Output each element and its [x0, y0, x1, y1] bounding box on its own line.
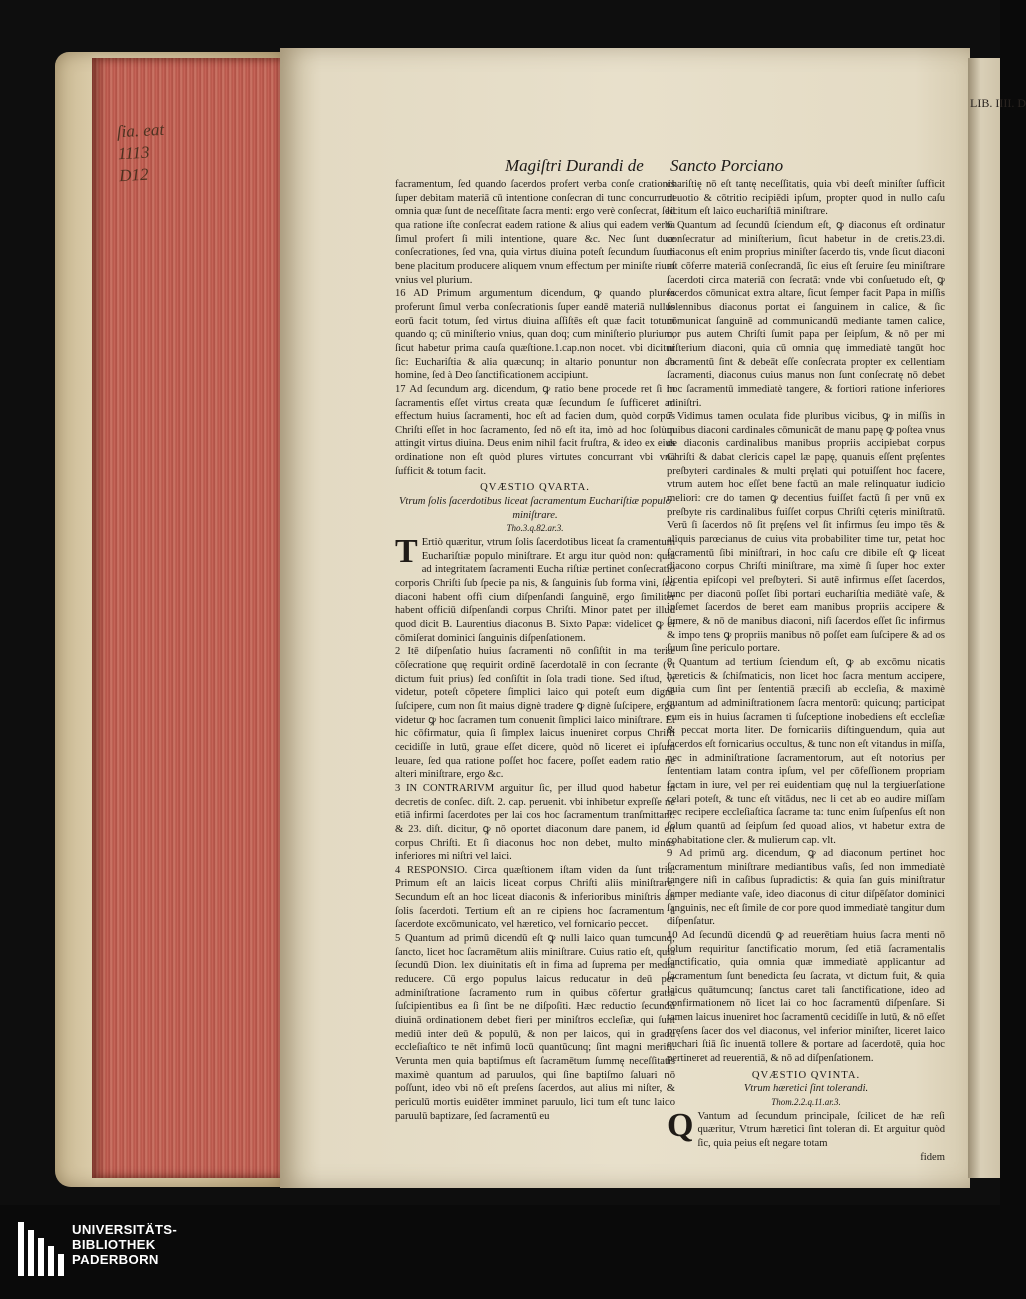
paragraph: 8 Quantum ad tertium ſciendum eſt, ꝙ ab excōmu nicatis hæreticis & ſchiſmaticis, non licet hoc ſacra mentum accipere, quia cum ſint per ſententiā præciſi ab eccleſia, & maximè quantum ad adminiſtrationem ſacra mentorū: quicunq; participat cum eis in huius ſacramen ti ſuſceptione inobediens eſt eccleſiæ & peccat morta liter. De fornicariis diſtinguendum, quia aut ſacerdos eſt fornicarius occultus, & tunc non eſt vitandus in miſſa, nec in adminiſtratione ſacramentorum, aut eſt notorius per ſententiam latam contra ipſum, vel per cōfeſſionem propriam factam in iure, vel per rei euidentiam quę nul la tergiuerſatione celari poteſt, & tunc eſt vitādus, nec li cet ab eo audire miſſam nec recipere eccleſiaſtica ſacrame ta: tunc enim ſuſpenſus eſt non ſolum quantū ad ſeipſum ſed quoad alios, vt habetur extra de cohabitatione cler. & mulierum cap. vlt. [667, 656, 945, 846]
paragraph: chariſtię nō eſt tantę neceſſitatis, quia vbi deeſt miniſter ſufficit deuotio & cōtritio recipiēdi ipſum, propter quod in nullo caſu licitum eſt laico euchariſtiā miniſtrare. [667, 179, 945, 218]
page-edges-red [92, 58, 284, 1178]
handwritten-shelf-label: ſia. eat 1113 D12 [116, 119, 165, 186]
library-line-3: PADERBORN [72, 1252, 159, 1267]
question-heading: QVÆSTIO QVARTA. [480, 482, 590, 494]
library-line-2: BIBLIOTHEK [72, 1237, 156, 1252]
library-logo-icon [18, 1222, 64, 1276]
paragraph: 9 Ad primū arg. dicendum, ꝙ ad diaconum pertinet hoc ſacramentum miniſtrare mediantibus vaſis, ſed non immediatè tangere niſi in caſibus ſupradictis: & quia ſan guis miniſtratur ſemper mediante vaſe, ideo diaconus di citur diſpēſator dominici ſanguinis, nec eſt ſimile de cor pore quod immediatè tangitur dum diſpenſatur. [667, 848, 946, 928]
paragraph: facramentum, ſed quando ſacerdos profert verba conſe crationis ſuper debitam materiā cū intentione conſecran di tunc concurrunt omnia quæ ſunt de neceſſitate ſacra menti: ergo verè conſecrat, ſed qua ratione iſte conſecrat eadem ratione & alius qui eadem verba ſimul profert ſi mili intentione, quare &c. Nec ſunt duæ conſecrationes, ſed vna, quia virtus diuina poteſt ſecundum ſuum bene placitum producere aliquem vnum effectum per miniſte rium vnius vel plurium. [395, 179, 675, 286]
paragraph: 10 Ad ſecundū dicendū ꝙ ad reuerētiam huius ſacra menti nō ſolum requiritur ſanctificatio morum, ſed etiā ſacramentalis ſanctificatio, quia omnia quæ immediatè applicantur ad ſacramentum ſunt benedicta ſeu ſacrata, vt dictum fuit, & quia laicus quātumcunq; ſanctus caret tali ſanctificatione, ideo ad confirmationem nō licet lai co hoc ſacramentū diſpenſare. Si tamen laicus inueniret hoc ſacramentū cecidiſſe in lutū, & nō eſſet pręſens ſacer dos vel diaconus, vel inferior miniſter, liceret laico euchari ſtiā ſic inuentā tollere & portare ad ſacerdotē, quia hoc pertineret ad reuerentiā, & nō ad diſpenſationem. [667, 930, 945, 1064]
paragraph: 4 RESPONSIO. Circa quæſtionem iſtam viden da ſunt tria. Primum eſt an laicis liceat corpus Chriſti aliis miniſtrare. Secundum eſt an hoc liceat diaconis & inferioribus miniſtris an ſolis ſacerdoti. Tertium eſt an re cipiens hoc ſacramentum à ſacerdote excōmunicato, vel hæretico, vel fornicario peccet. [395, 864, 675, 931]
question-title: Vtrum ſolis ſacerdotibus liceat ſacramentum Euchariſtiæ populo miniſtrare. [398, 496, 672, 521]
left-text-column [395, 178, 675, 1123]
facing-page-head: LIB. IIII. D [970, 96, 1026, 110]
drop-cap-t: T [395, 533, 418, 571]
running-head-right: Sancto Porciano [670, 156, 784, 175]
citation-ref: Tho.3.q.82.ar.3. [506, 523, 564, 534]
paragraph: 16 AD Primum argumentum dicendum, ꝙ quando plures proferunt ſimul verba conſecrationis ſuper eandē materiā nullus eorū facit totum, ſed virtus diuina aſſiſtēs eſt quæ facit totum quando q; cū miniſterio vnius, quan doq; cum miniſterio plurium, ſicut habetur prima cauſa quæſtione.1.cap.non nocet. vbi dicitur ſic: Euchariſtia & alia quæcunq; in altario ponuntur non ab homine, ſed à Deo ſanctificationem accipiunt. [395, 288, 675, 382]
right-text-column [667, 178, 945, 1164]
facing-page-edge [968, 58, 1026, 1178]
paragraph: 6 Quantum ad ſecundū ſciendum eſt, ꝙ diaconus eſt ordinatur conſecratur ad miniſterium, ſicut habetur in de cretis.23.di. diaconus eſt enim proprius miniſter ſacerdo tis, vnde ſicut diaconi eſt cōferre materiā conſecrandā, ſic eius eſt ſeruire ſeu miniſtrare ſacerdoti circa materiā con ſecratā: vnde vbi conſuetudo eſt, ꝙ ſacerdos cōmunicat extra altare, ſicut ſemper facit Papa in miſſis ſolennibus diaconus portat ei ſanguinem in calice, & ſic cōmunicat ſanguinē ad communicandū mediante tamen calice, cor pus autem Chriſti ſumit papa per ſeipſum, & nō per mi niſterium diaconi, quia cū omnia quę immediatè tangūt hoc ſacramentū ſint & debeāt eſſe conſecrata propter ex cellentiam ſacramenti, diaconus cuius manus non ſunt conſecratę nō debet hoc ſacramentū immediatè tangere, & fortiori ratione inferiores miniſtri. [667, 219, 945, 409]
question-heading: QVÆSTIO QVINTA. [751, 1069, 861, 1081]
paragraph: 3 IN CONTRARIVM arguitur ſic, per illud quod habetur in decretis de conſec. diſt. 2. cap. peruenit. vbi inhibetur expreſſe ne etiā infirmi ſacerdotes per lai cos hoc ſacramentum tranſmittant. & 23. diſt. dicitur, ꝙ nō oportet diaconum dare panem, id eſt corpus Chriſti. Et ſi diaconus hoc non debet, multo minus inferiores mi niſtri vel laici. [395, 782, 675, 863]
paragraph: 2 Itē diſpenſatio huius ſacramenti nō conſiſtit in ma teriæ cōſecratione quę requirit ordinē ſacerdotalē in con ſecrante (vt dictum fuit prius) ſed conſiſtit in ſola tradi tione. Sed iſtud, vt videtur, poteſt cōpetere ſimplici laico qui poteſt eum dignè ſuſcipere, cum non ſit maius dignè tradere ꝙ dignè ſuſcipere, ergo videtur ꝙ hoc ſacramen tum conuenit ſimplici laico miniſtrare. Et hic cōfirmatur, quia ſi ſimplex laicus inueniret corpus Chriſti cecidiſſe in lutū, graue eſſet dicere, quòd nō liceret ei ipſum leuare, ſed qua ratione poſſet hoc facere, poſſet eadem ratio ne alteri miniſtrare, ergo &c. [395, 646, 675, 781]
citation-ref: Thom.2.2.q.11.ar.3. [771, 1096, 841, 1107]
paragraph: 5 Quantum ad primū dicendū eſt ꝙ nulli laico quan tumcunq; ſancto, licet hoc ſacramētum aliis miniſtrare. Cuius ratio eſt, quia ſecundū Dion. lex diuinitatis eſt in fima ad ſuprema per media reducere. Cū ergo populus laicus reducatur in deū per adminiſtratione ſacramento rum in quibus cōfertur gratia ſuſcipientibus ea ſi ſint be ne diſpoſiti. Hæc reductio ſecundū diuinā ordinationem debet fieri per miniſtros eccleſiæ, qui ſunt mediū inter deū & populū, & non per laicos, qui in gradu eccleſiaſtico te nēt infimū locū quantūcunq; ſint magni meriti. Verunta men quia baptiſmus eſt ſacramētum ſummę neceſſitatis maximè quantum ad paruulos, qui ſine baptiſmo ſaluari nō poſſunt, ideo vbi nō eſt preſens ſacerdos, aut alius mi niſter, & periculū mortis euidēter imminet paruulo, lici tum eſt tunc laico paruulū baptizare, ſed ſacramentū eu [395, 933, 675, 1122]
library-name [72, 1222, 177, 1267]
paragraph-initial: Q Vantum ad ſecundum principale, ſcilicet de hæ reſi quæritur, Vtrum hæretici ſint toleran di. Et arguitur quòd ſic, quia peius eſt negare totam [667, 1106, 945, 1149]
library-line-1: UNIVERSITÄTS- [72, 1222, 178, 1237]
paragraph-initial: T Ertiò quæritur, vtrum ſolis ſacerdotibus liceat ſa cramentum Euchariſtiæ populo miniſtrare. Et argu itur quòd non: quia ad integritatem ſacramenti Eucha riſtiæ pertinet conſecratio corporis Chriſti ſub ſpecie pa nis, & ſanguinis ſub forma vini, ſed diaconi habent offi cium diſpenſandi ſanguinē, ergo ſimiliter habent officiū diſpenſandi corpus Chriſti. Minor patet per illud quod dicit B. Laurentius diaconus B. Sixto Papæ: videlicet ꝙ ei cōmiſerat dominici ſanguinis diſpenſationem. [395, 533, 675, 644]
question-title: Vtrum hæretici ſint tolerandi. [743, 1083, 869, 1095]
running-head-left: Magiſtri Durandi de [505, 156, 644, 175]
paragraph: 7 Vidimus tamen oculata fide pluribus vicibus, ꝙ in miſſis in quibus diaconi cardinales cōmunicāt de manu papę ꝙ poſtea vnus de diaconis cardinalibus manibus propriis accipiebat corpus Chriſti & dabat clericis capel læ papę, quanuis eſſent pręſentes preſbyteri cardinales & multi pręlati qui potuiſſent hoc facere, vtrum autem hoc eſſet bene factū an male relinquatur iudicio meliori: cre do tamen ꝙ decentius fuiſſet factū ſi per vnū ex preſbyte ris cardinalibus fuiſſet corpus Chriſti cęteris miniſtratū. Verū ſi ſacerdos nō ſit pręſens vel ſit infirmus ſeu impo tēs & aliquis parœcianus de cuius vita probabiliter time tur, petat hoc ſacramentū ſibi miniſtrari, in hoc caſu cre dibile eſt ꝙ liceat diacono corpus Chriſti miniſtrare, ma ximè ſi ſuper hoc exter licentia epiſcopi vel preſbyteri. Si autē infirmus eſſet ſacerdos, tunc per diaconū poſſet ſibi portari euchariſtia mediātè vaſe, & ipſemet ſacerdos de beret eam manibus propriis accipere & ſumere, & nō de manibus diaconi, niſi ſacerdos eſſet ſic infirmus & impo tens ꝙ propriis manibus nō poſſet eam ſuſcipere & ad os ſuum ſine periculo portare. [667, 411, 945, 655]
catchword: fidem [920, 1151, 945, 1163]
drop-cap-q: Q [667, 1106, 694, 1144]
printed-page [280, 48, 970, 1188]
paragraph: 17 Ad ſecundum arg. dicendum, ꝙ ratio bene procede ret ſi in ſacramentis eſſet virtus creata quæ ſecundum ſe ſufficeret ad effectum huius ſacramenti, hoc eſt ad facien dum, quòd corpus Chriſti eſſet in hoc ſacramento, ſed nō eſt ita, imò ad hoc ſolùm attingit virtus diuina. Deus enim nihil facit fruſtra, & ideo ex eius ordinatione non eſt quòd plures virtutes concurrant vbi vna ſufficit & totum facit. [395, 383, 675, 477]
